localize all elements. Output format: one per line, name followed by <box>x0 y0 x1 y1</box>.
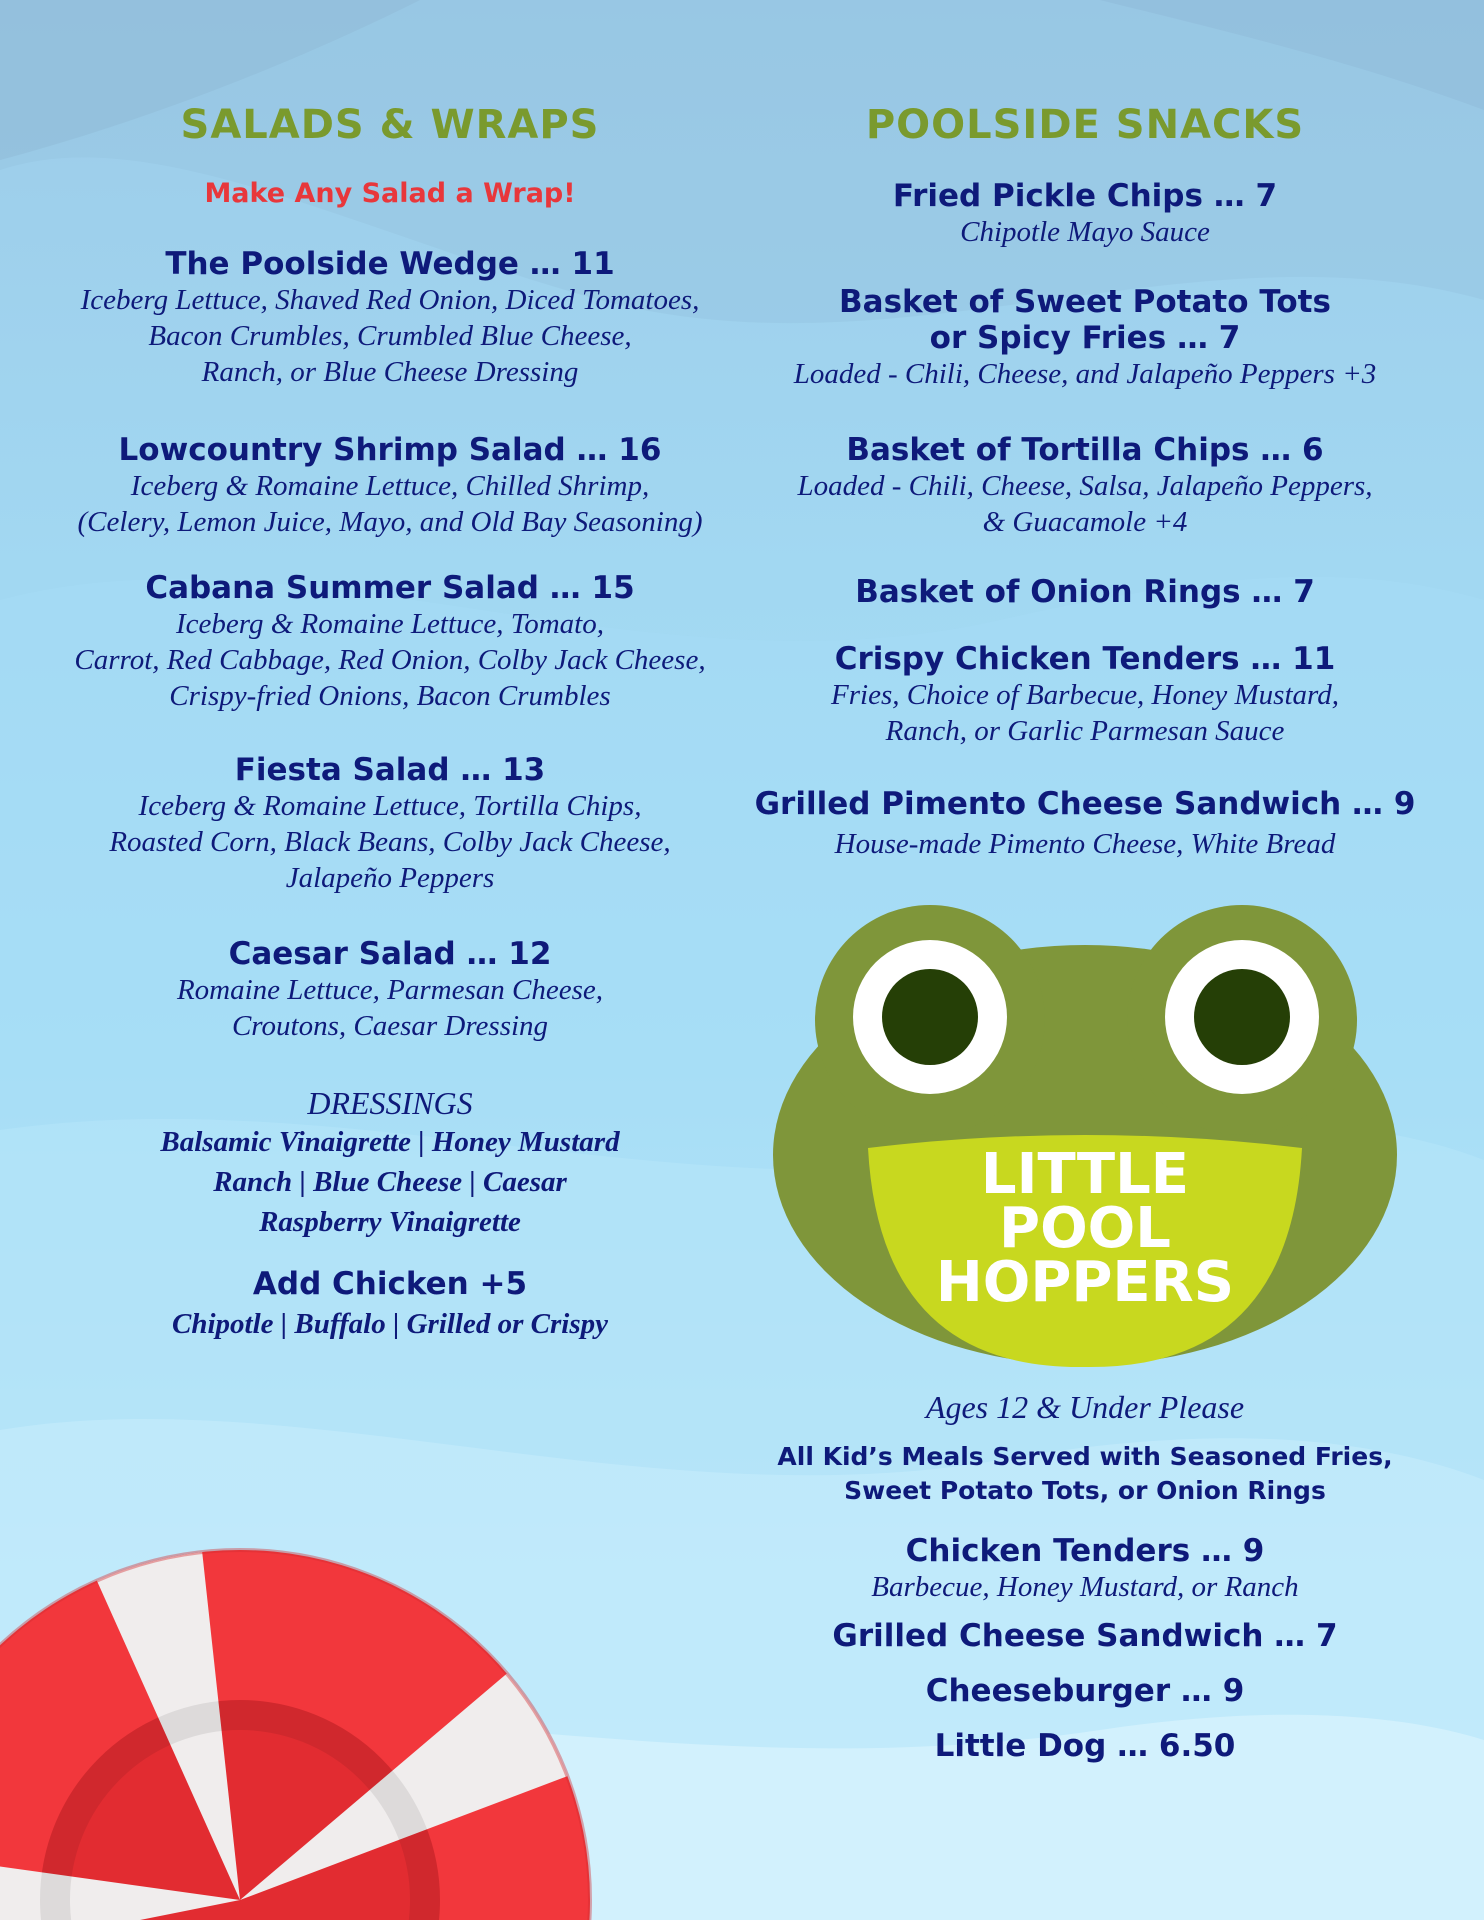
menu-item-cabana-summer-salad <box>30 570 750 714</box>
add-chicken-options: Chipotle | Buffalo | Grilled or Crispy <box>171 1308 608 1340</box>
age-note: Ages 12 & Under Please <box>925 1389 1245 1425</box>
item-description: Barbecue, Honey Mustard, or Ranch <box>871 1571 1299 1603</box>
kids-item-grilled-cheese <box>750 1618 1420 1654</box>
item-name: Grilled Cheese Sandwich … 7 <box>832 1618 1338 1654</box>
menu-item-lowcountry-shrimp-salad <box>30 432 750 540</box>
add-chicken-block <box>30 1266 750 1342</box>
kids-item-little-dog <box>750 1728 1420 1764</box>
item-name: Basket of Tortilla Chips … 6 <box>846 432 1324 468</box>
item-name: Cabana Summer Salad … 15 <box>145 570 635 606</box>
item-name: The Poolside Wedge … 11 <box>165 246 615 282</box>
meal-note: All Kid’s Meals Served with Seasoned Fries, Sweet Potato Tots, or Onion Rings <box>777 1442 1393 1505</box>
lifebuoy-icon <box>0 1460 610 1920</box>
item-description: House-made Pimento Cheese, White Bread <box>834 828 1336 860</box>
menu-item-sweet-potato-tots <box>750 284 1420 392</box>
item-name: Caesar Salad … 12 <box>228 936 552 972</box>
dressings-heading: DRESSINGS <box>307 1085 473 1121</box>
item-name: Fried Pickle Chips … 7 <box>892 178 1278 214</box>
item-name: Basket of Onion Rings … 7 <box>855 574 1315 610</box>
menu-item-tortilla-chips <box>750 432 1420 540</box>
item-description: Iceberg Lettuce, Shaved Red Onion, Diced Tomatoes, Bacon Crumbles, Crumbled Blue Cheese, Ranch, or Blue Cheese Dressing <box>80 284 700 388</box>
add-chicken-title: Add Chicken +5 <box>252 1266 528 1302</box>
item-description: Iceberg & Romaine Lettuce, Tomato, Carrot, Red Cabbage, Red Onion, Colby Jack Cheese, Crispy-fried Onions, Bacon Crumbles <box>74 608 706 712</box>
item-name: Basket of Sweet Potato Tots or Spicy Fries … 7 <box>839 284 1331 356</box>
dressings-list: Balsamic Vinaigrette | Honey Mustard Ranch | Blue Cheese | Caesar Raspberry Vinaigrette <box>160 1126 620 1238</box>
item-name: Little Dog … 6.50 <box>934 1728 1236 1764</box>
section-title-salads: SALADS & WRAPS <box>180 102 600 148</box>
kids-item-cheeseburger <box>750 1673 1420 1709</box>
menu-item-onion-rings <box>750 574 1420 610</box>
item-description: Loaded - Chili, Cheese, and Jalapeño Peppers +3 <box>793 358 1377 390</box>
kids-age-note <box>750 1388 1420 1426</box>
menu-item-fried-pickle-chips <box>750 178 1420 250</box>
kids-meal-note <box>750 1440 1420 1508</box>
little-pool-hoppers-logo-text: LITTLE POOL HOPPERS <box>935 1142 1235 1315</box>
item-description: Fries, Choice of Barbecue, Honey Mustard, Ranch, or Garlic Parmesan Sauce <box>831 679 1339 747</box>
section-title-snacks: POOLSIDE SNACKS <box>865 102 1305 148</box>
item-name: Lowcountry Shrimp Salad … 16 <box>118 432 662 468</box>
item-description: Iceberg & Romaine Lettuce, Tortilla Chips, Roasted Corn, Black Beans, Colby Jack Cheese, Jalapeño Peppers <box>109 790 671 894</box>
menu-item-caesar-salad <box>30 936 750 1044</box>
menu-item-crispy-chicken-tenders <box>750 641 1420 749</box>
item-name: Cheeseburger … 9 <box>925 1673 1245 1709</box>
item-name: Crispy Chicken Tenders … 11 <box>834 641 1336 677</box>
menu-item-pimento-cheese-sandwich <box>750 786 1420 862</box>
menu-item-fiesta-salad <box>30 752 750 896</box>
item-name: Chicken Tenders … 9 <box>905 1533 1265 1569</box>
item-description: Romaine Lettuce, Parmesan Cheese, Croutons, Caesar Dressing <box>176 974 604 1042</box>
dressings-block <box>30 1084 750 1242</box>
item-description: Iceberg & Romaine Lettuce, Chilled Shrimp, (Celery, Lemon Juice, Mayo, and Old Bay Seasoning) <box>77 470 703 538</box>
item-name: Fiesta Salad … 13 <box>234 752 546 788</box>
kids-item-chicken-tenders <box>750 1533 1420 1605</box>
wrap-promo: Make Any Salad a Wrap! <box>204 178 576 209</box>
menu-item-poolside-wedge <box>30 246 750 390</box>
item-description: Chipotle Mayo Sauce <box>960 216 1210 248</box>
item-description: Loaded - Chili, Cheese, Salsa, Jalapeño Peppers, & Guacamole +4 <box>797 470 1373 538</box>
item-name: Grilled Pimento Cheese Sandwich … 9 <box>754 786 1416 822</box>
